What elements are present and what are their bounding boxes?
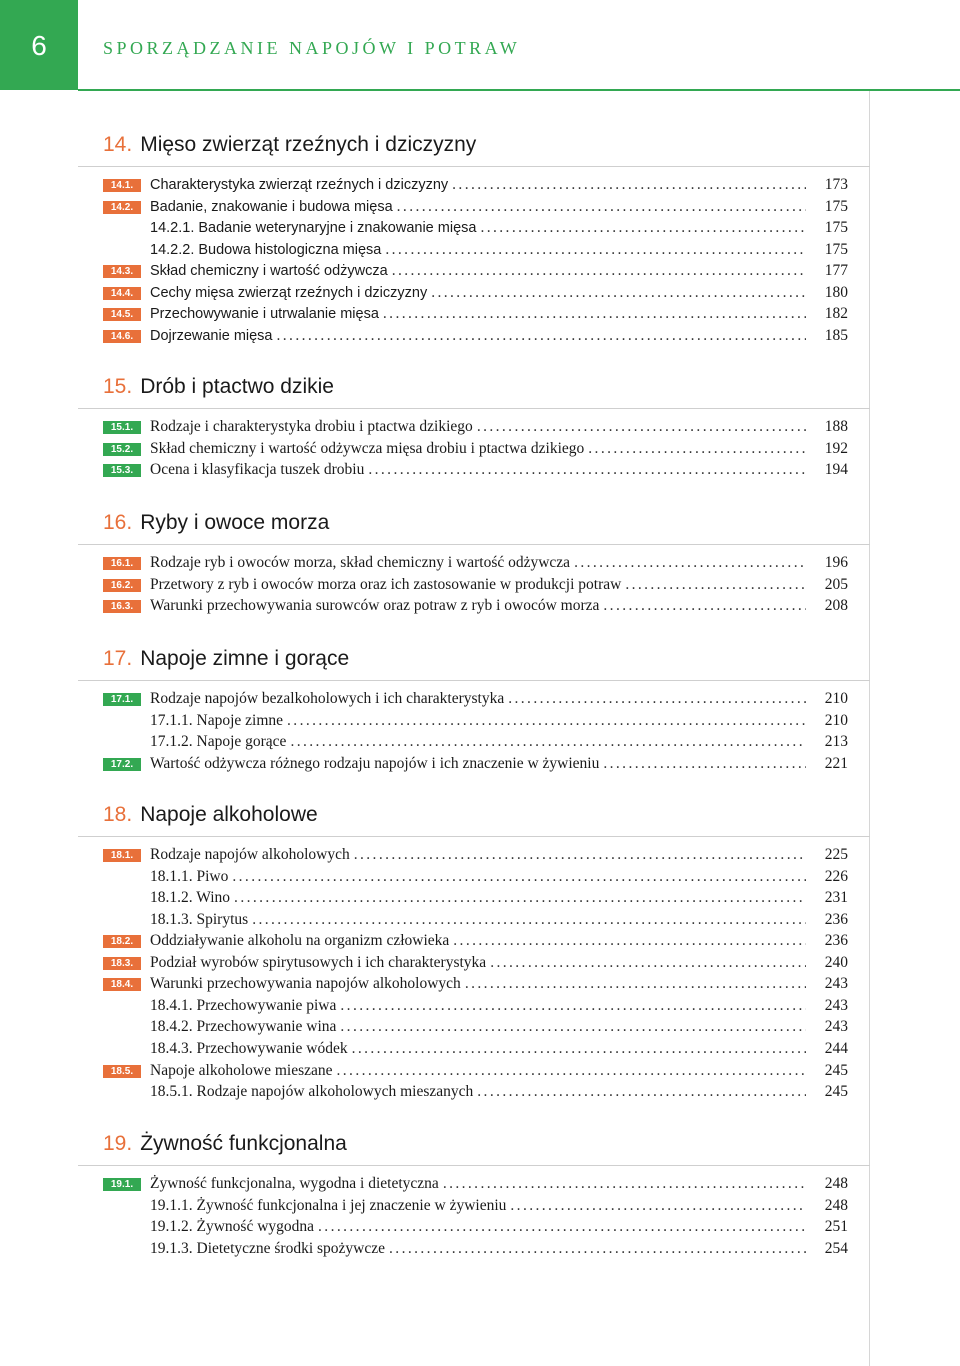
- toc-page-number: 196: [824, 554, 848, 571]
- toc-entry-label: 19.1.3. Dietetyczne środki spożywcze: [150, 1239, 386, 1257]
- chapter-number: 19.: [103, 1132, 133, 1155]
- section-badge: 19.1.: [103, 1178, 141, 1191]
- page-number-box: [0, 0, 78, 90]
- dot-leader: [588, 438, 806, 459]
- dot-leader: [477, 1081, 806, 1102]
- dot-leader: [603, 753, 806, 774]
- dot-leader: [625, 574, 806, 595]
- chapter-number: 18.: [103, 803, 133, 826]
- dot-leader: [480, 217, 806, 238]
- toc-entry[interactable]: [0, 174, 960, 195]
- toc-page-number: 248: [824, 1196, 848, 1214]
- toc-entry[interactable]: [0, 1016, 960, 1037]
- toc-page-number: 192: [824, 439, 848, 457]
- toc-entry[interactable]: [0, 1038, 960, 1059]
- toc-page-number: 175: [824, 219, 848, 237]
- toc-entry-label: 18.1.1. Piwo: [150, 867, 229, 885]
- dot-leader: [232, 866, 806, 887]
- toc-entry-label: Przetwory z ryb i owoców morza oraz ich zastosowanie w produkcji potraw: [150, 575, 622, 593]
- toc-entry[interactable]: [0, 930, 960, 951]
- toc-entry[interactable]: [0, 217, 960, 238]
- running-head: SPORZĄDZANIE NAPOJÓW I POTRAW: [103, 38, 521, 58]
- section-badge: 15.1.: [103, 421, 141, 434]
- chapter-title[interactable]: [103, 375, 334, 399]
- toc-page-number: 251: [824, 1218, 848, 1236]
- toc-entry-label: Ocena i klasyfikacja tuszek drobiu: [150, 461, 365, 479]
- section-badge: 15.3.: [103, 464, 141, 477]
- toc-page-number: 188: [824, 418, 848, 435]
- chapter-title[interactable]: [103, 133, 476, 157]
- section-badge: 14.4.: [103, 287, 141, 300]
- toc-page-number: 245: [824, 1083, 848, 1101]
- toc-entry-label: 14.2.2. Budowa histologiczna mięsa: [150, 241, 382, 258]
- section-badge: 14.1.: [103, 179, 141, 192]
- toc-entry[interactable]: [0, 1238, 960, 1259]
- toc-entry-label: Rodzaje napojów bezalkoholowych i ich charakterystyka: [150, 690, 505, 707]
- section-badge: 18.3.: [103, 957, 141, 970]
- toc-page-number: 175: [824, 240, 848, 258]
- dot-leader: [477, 416, 806, 437]
- toc-page-number: 225: [824, 846, 848, 863]
- chapter-divider: [78, 836, 870, 837]
- toc-entry-label: Rodzaje napojów alkoholowych: [150, 846, 350, 863]
- dot-leader: [453, 930, 806, 951]
- toc-page-number: 226: [824, 867, 848, 885]
- toc-page-number: 194: [824, 461, 848, 479]
- toc-page-number: 243: [824, 1018, 848, 1036]
- section-badge: 16.2.: [103, 579, 141, 592]
- toc-entry[interactable]: [0, 1195, 960, 1216]
- toc-entry[interactable]: [0, 1081, 960, 1102]
- toc-page-number: 236: [824, 932, 848, 950]
- toc-page-number: 173: [824, 176, 848, 193]
- toc-entry[interactable]: [0, 688, 960, 709]
- toc-entry-label: 14.2.1. Badanie weterynaryjne i znakowanie mięsa: [150, 220, 477, 237]
- dot-leader: [490, 952, 806, 973]
- dot-leader: [290, 731, 806, 752]
- toc-entry-label: Żywność funkcjonalna, wygodna i dietetyczna: [150, 1175, 439, 1192]
- section-badge: 14.6.: [103, 330, 141, 343]
- dot-leader: [383, 303, 806, 324]
- toc-entry-label: 19.1.1. Żywność funkcjonalna i jej znaczenie w żywieniu: [150, 1196, 507, 1214]
- toc-entry-label: Rodzaje i charakterystyka drobiu i ptactwa dzikiego: [150, 418, 473, 435]
- chapter-number: 15.: [103, 375, 133, 398]
- toc-entry-label: Cechy mięsa zwierząt rzeźnych i dziczyzny: [150, 284, 428, 301]
- toc-entry-label: Warunki przechowywania surowców oraz potraw z ryb i owoców morza: [150, 597, 600, 615]
- toc-page-number: 254: [824, 1239, 848, 1257]
- toc-entry[interactable]: [0, 1216, 960, 1237]
- toc-entry[interactable]: [0, 459, 960, 480]
- toc-entry-label: Przechowywanie i utrwalanie mięsa: [150, 306, 379, 323]
- toc-entry[interactable]: [0, 731, 960, 752]
- toc-entry-label: Rodzaje ryb i owoców morza, skład chemiczny i wartość odżywcza: [150, 554, 571, 571]
- dot-leader: [354, 844, 806, 865]
- toc-page-number: 221: [824, 754, 848, 772]
- toc-page-number: 243: [824, 975, 848, 993]
- toc-page-number: 248: [824, 1175, 848, 1192]
- toc-entry-label: 17.1.2. Napoje gorące: [150, 733, 287, 751]
- dot-leader: [397, 196, 806, 217]
- chapter-title[interactable]: [103, 1132, 347, 1156]
- toc-page-number: 177: [824, 262, 848, 280]
- toc-entry[interactable]: [0, 303, 960, 324]
- toc-entry-label: Warunki przechowywania napojów alkoholowych: [150, 975, 461, 993]
- toc-entry[interactable]: [0, 866, 960, 887]
- toc-entry[interactable]: [0, 196, 960, 217]
- dot-leader: [574, 552, 806, 573]
- dot-leader: [389, 1238, 806, 1259]
- section-badge: 18.1.: [103, 849, 141, 862]
- toc-page-number: 175: [824, 197, 848, 215]
- chapter-number: 16.: [103, 511, 133, 534]
- section-badge: 16.1.: [103, 557, 141, 570]
- toc-page-number: 231: [824, 889, 848, 907]
- section-badge: 17.1.: [103, 693, 141, 706]
- dot-leader: [318, 1216, 806, 1237]
- toc-entry[interactable]: [0, 416, 960, 437]
- section-badge: 14.5.: [103, 308, 141, 321]
- toc-entry-label: Badanie, znakowanie i budowa mięsa: [150, 198, 393, 215]
- toc-entry[interactable]: [0, 909, 960, 930]
- toc-entry[interactable]: [0, 1173, 960, 1194]
- toc-entry[interactable]: [0, 595, 960, 616]
- dot-leader: [340, 1016, 806, 1037]
- dot-leader: [603, 595, 806, 616]
- toc-entry-label: 18.1.2. Wino: [150, 889, 231, 907]
- chapter-divider: [78, 680, 870, 681]
- chapter-title[interactable]: [103, 647, 349, 671]
- toc-page-number: 244: [824, 1039, 848, 1057]
- toc-entry[interactable]: [0, 973, 960, 994]
- toc-entry[interactable]: [0, 325, 960, 346]
- dot-leader: [392, 260, 806, 281]
- toc-entry[interactable]: [0, 574, 960, 595]
- toc-entry-label: Podział wyrobów spirytusowych i ich charakterystyka: [150, 953, 487, 971]
- chapter-title-text: Drób i ptactwo dzikie: [140, 375, 334, 398]
- toc-entry[interactable]: [0, 952, 960, 973]
- dot-leader: [431, 282, 806, 303]
- toc-page-number: 185: [824, 326, 848, 344]
- dot-leader: [465, 973, 806, 994]
- dot-leader: [287, 710, 806, 731]
- toc-page-number: 243: [824, 996, 848, 1014]
- toc-entry[interactable]: [0, 753, 960, 774]
- toc-entry[interactable]: [0, 260, 960, 281]
- toc-page-number: 213: [824, 733, 848, 751]
- toc-entry[interactable]: [0, 239, 960, 260]
- toc-page-number: 240: [824, 953, 848, 971]
- toc-page-number: 245: [824, 1061, 848, 1079]
- toc-entry-label: Napoje alkoholowe mieszane: [150, 1061, 333, 1079]
- section-badge: 18.4.: [103, 978, 141, 991]
- toc-entry-label: 18.5.1. Rodzaje napojów alkoholowych mieszanych: [150, 1083, 474, 1101]
- chapter-number: 14.: [103, 133, 133, 156]
- chapter-number: 17.: [103, 647, 133, 670]
- dot-leader: [508, 688, 806, 709]
- page-header: [0, 0, 960, 90]
- toc-entry[interactable]: [0, 282, 960, 303]
- toc-entry-label: 18.4.3. Przechowywanie wódek: [150, 1039, 348, 1057]
- toc-entry-label: Wartość odżywcza różnego rodzaju napojów i ich znaczenie w żywieniu: [150, 754, 600, 772]
- toc-entry-label: 18.1.3. Spirytus: [150, 910, 249, 928]
- toc-entry-label: 17.1.1. Napoje zimne: [150, 711, 284, 729]
- toc-entry-label: Charakterystyka zwierząt rzeźnych i dziczyzny: [150, 177, 449, 193]
- section-badge: 18.2.: [103, 935, 141, 948]
- toc-entry-label: Oddziaływanie alkoholu na organizm człowieka: [150, 932, 450, 950]
- dot-leader: [452, 174, 806, 195]
- toc-entry[interactable]: [0, 887, 960, 908]
- chapter-title-text: Napoje zimne i gorące: [140, 647, 350, 670]
- dot-leader: [277, 325, 807, 346]
- chapter-title-text: Żywność funkcjonalna: [140, 1132, 347, 1155]
- toc-page-number: 210: [824, 690, 848, 707]
- toc-page-number: 205: [824, 575, 848, 593]
- dot-leader: [340, 995, 806, 1016]
- toc-page-number: 180: [824, 283, 848, 301]
- chapter-title-text: Napoje alkoholowe: [140, 803, 318, 826]
- toc-entry[interactable]: [0, 710, 960, 731]
- toc-entry-label: 19.1.2. Żywność wygodna: [150, 1218, 315, 1236]
- chapter-title-text: Ryby i owoce morza: [140, 511, 330, 534]
- dot-leader: [234, 887, 806, 908]
- dot-leader: [252, 909, 806, 930]
- section-badge: 17.2.: [103, 758, 141, 771]
- chapter-divider: [78, 1165, 870, 1166]
- toc-entry-label: Dojrzewanie mięsa: [150, 327, 273, 344]
- toc-entry-label: 18.4.2. Przechowywanie wina: [150, 1018, 337, 1036]
- dot-leader: [337, 1060, 807, 1081]
- toc-entry[interactable]: [0, 844, 960, 865]
- section-badge: 14.2.: [103, 201, 141, 214]
- toc-entry-label: Skład chemiczny i wartość odżywcza mięsa drobiu i ptactwa dzikiego: [150, 439, 585, 457]
- page-number: 6: [31, 30, 47, 61]
- dot-leader: [385, 239, 806, 260]
- chapter-title-text: Mięso zwierząt rzeźnych i dziczyzny: [140, 133, 477, 156]
- dot-leader: [368, 459, 806, 480]
- section-badge: 18.5.: [103, 1065, 141, 1078]
- toc-page-number: 210: [824, 711, 848, 729]
- section-badge: 16.3.: [103, 600, 141, 613]
- chapter-divider: [78, 544, 870, 545]
- chapter-title[interactable]: [103, 803, 318, 827]
- section-badge: 14.3.: [103, 265, 141, 278]
- chapter-divider: [78, 166, 870, 167]
- toc-entry-label: 18.4.1. Przechowywanie piwa: [150, 996, 337, 1014]
- toc-page-number: 182: [824, 305, 848, 323]
- dot-leader: [510, 1195, 806, 1216]
- dot-leader: [352, 1038, 806, 1059]
- toc-entry[interactable]: [0, 995, 960, 1016]
- toc-page-number: 208: [824, 597, 848, 615]
- chapter-divider: [78, 408, 870, 409]
- toc-entry-label: Skład chemiczny i wartość odżywcza: [150, 263, 388, 280]
- chapter-title[interactable]: [103, 511, 329, 535]
- dot-leader: [443, 1173, 806, 1194]
- toc-entry[interactable]: [0, 438, 960, 459]
- section-badge: 15.2.: [103, 443, 141, 456]
- toc-entry[interactable]: [0, 552, 960, 573]
- toc-page-number: 236: [824, 910, 848, 928]
- toc-entry[interactable]: [0, 1060, 960, 1081]
